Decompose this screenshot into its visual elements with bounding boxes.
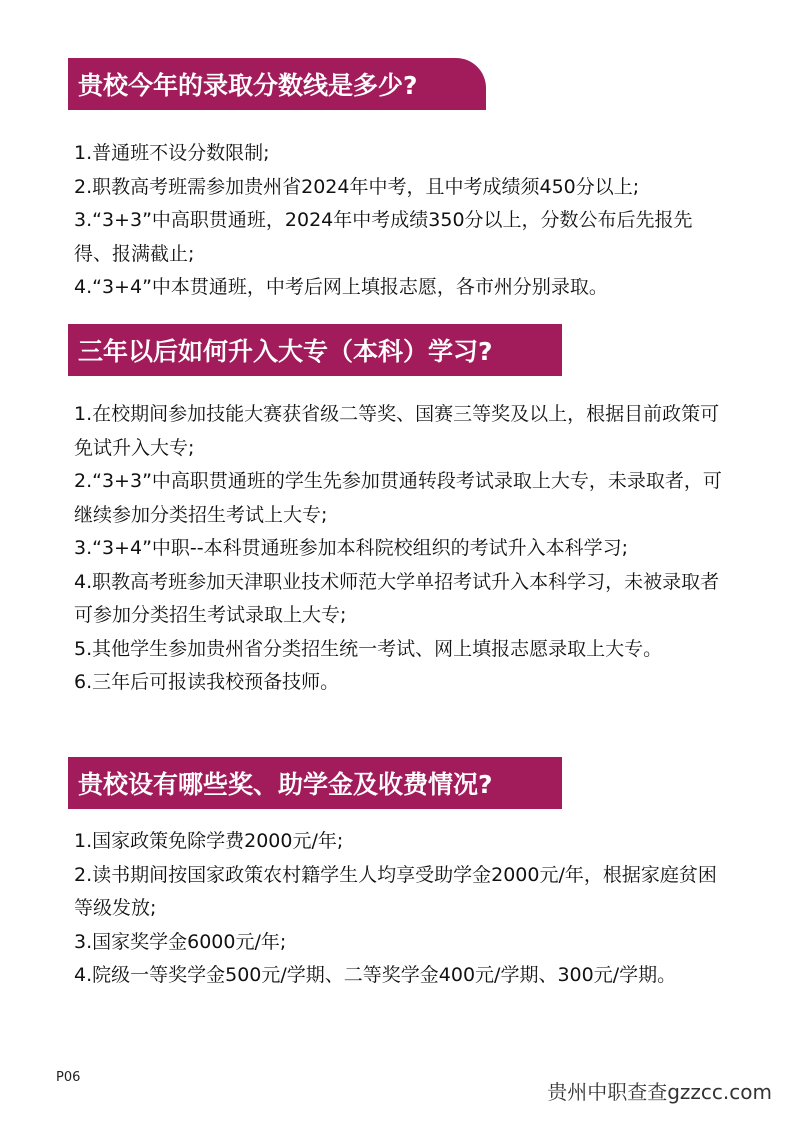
list-item: 1.在校期间参加技能大赛获省级二等奖、国赛三等奖及以上，根据目前政策可免试升入大专; [74, 403, 720, 459]
section-heading-admission-scores [68, 58, 486, 110]
watermark-text: 贵州中职查查gzzcc.com [547, 1080, 772, 1104]
list-item: 2.读书期间按国家政策农村籍学生人均享受助学金2000元/年，根据家庭贫困等级发放; [74, 863, 717, 919]
section-body-scholarships [74, 825, 724, 993]
list-item: 2.“3+3”中高职贯通班的学生先参加贯通转段考试录取上大专，未录取者，可继续参加分类招生考试上大专; [74, 470, 722, 526]
list-item: 5.其他学生参加贵州省分类招生统一考试、网上填报志愿录取上大专。 [74, 637, 663, 660]
section-body-further-study [74, 398, 724, 700]
list-item: 2.职教高考班需参加贵州省2024年中考，且中考成绩须450分以上; [74, 175, 640, 198]
page-number: P06 [56, 1070, 81, 1085]
list-item: 3.“3+4”中职--本科贯通班参加本科院校组织的考试升入本科学习; [74, 537, 629, 559]
section-heading-text: 三年以后如何升入大专（本科）学习? [78, 337, 493, 366]
list-item: 4.“3+4”中本贯通班，中考后网上填报志愿，各市州分别录取。 [74, 276, 608, 298]
list-item: 3.“3+3”中高职贯通班，2024年中考成绩350分以上，分数公布后先报先得、报满截止; [74, 209, 693, 265]
section-body-admission-scores [74, 137, 724, 305]
list-item: 4.职教高考班参加天津职业技术师范大学单招考试升入本科学习，未被录取者可参加分类招生考试录取上大专; [74, 570, 720, 626]
section-heading-text: 贵校今年的录取分数线是多少? [78, 71, 418, 100]
list-item: 1.普通班不设分数限制; [74, 142, 270, 164]
section-heading-further-study [68, 324, 562, 376]
section-heading-text: 贵校设有哪些奖、助学金及收费情况? [78, 770, 493, 799]
list-item: 3.国家奖学金6000元/年; [74, 930, 287, 953]
list-item: 4.院级一等奖学金500元/学期、二等奖学金400元/学期、300元/学期。 [74, 964, 677, 986]
section-heading-scholarships [68, 757, 562, 809]
list-item: 1.国家政策免除学费2000元/年; [74, 830, 344, 852]
list-item: 6.三年后可报读我校预备技师。 [74, 671, 340, 693]
